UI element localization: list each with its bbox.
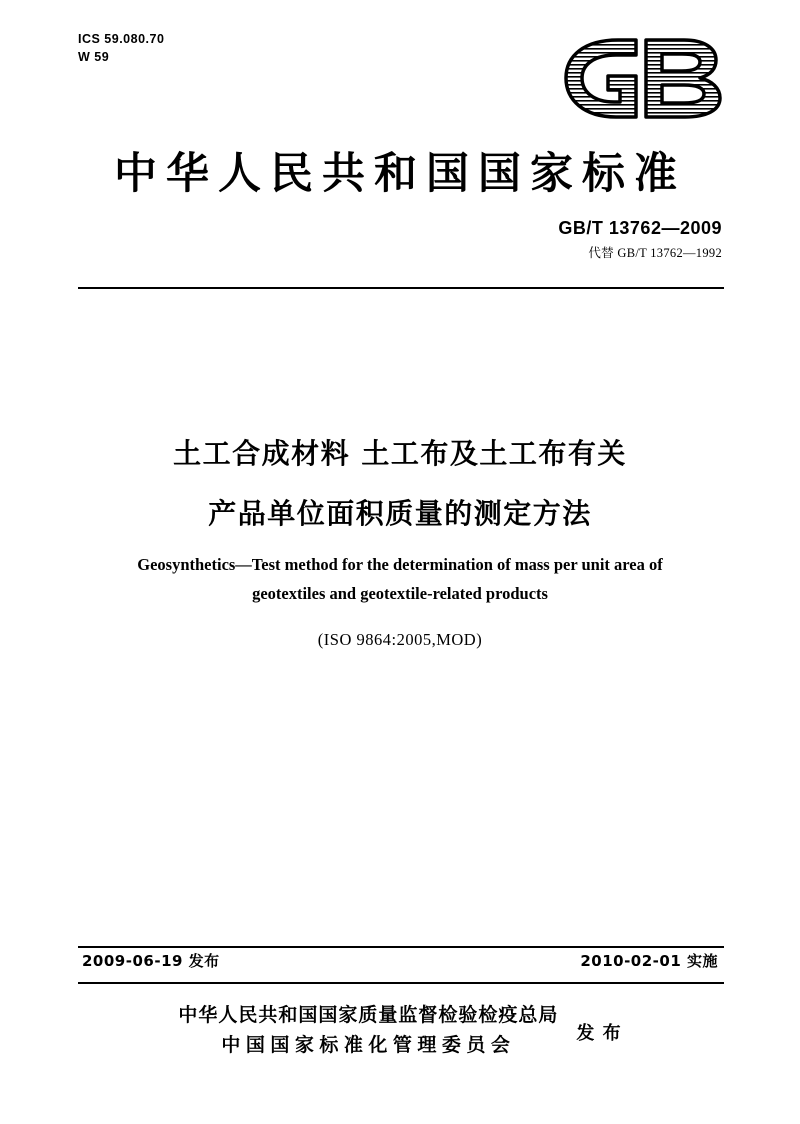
classification-code: W 59 [78,50,110,64]
ics-block [78,30,164,66]
document-title-cn-line1: 土工合成材料 土工布及土工布有关 [173,437,627,470]
document-title-en-line2: geotextiles and geotextile-related products [252,584,548,603]
issuer-names [178,1000,558,1060]
gb-logo [558,36,728,121]
issue-date: 2009-06-19 发布 [82,952,220,970]
divider-bottom-secondary [78,982,724,984]
standard-number: GB/T 13762—2009 [558,218,722,238]
standard-replaces: 代替 GB/T 13762—1992 [588,246,722,260]
issuer-line-1: 中华人民共和国国家质量监督检验检疫总局 [178,1004,559,1026]
document-title-en-line1: Geosynthetics—Test method for the determination of mass per unit area of [137,555,663,574]
divider-top [78,287,724,289]
ics-code: ICS 59.080.70 [78,32,165,46]
implementation-date: 2010-02-01 实施 [580,952,718,970]
document-title-en [90,550,710,608]
standard-number-block [558,218,722,261]
issuer-block [0,1000,800,1060]
issuer-line-2: 中国国家标准化管理委员会 [221,1034,516,1056]
document-title-cn [0,430,800,538]
publish-label: 发 布 [576,1023,622,1044]
document-title-cn-line2: 产品单位面积质量的测定方法 [208,497,592,530]
divider-bottom [78,946,724,948]
iso-correspondence-note: (ISO 9864:2005,MOD) [317,630,483,649]
national-standard-title: 中华人民共和国国家标准 [114,149,686,199]
